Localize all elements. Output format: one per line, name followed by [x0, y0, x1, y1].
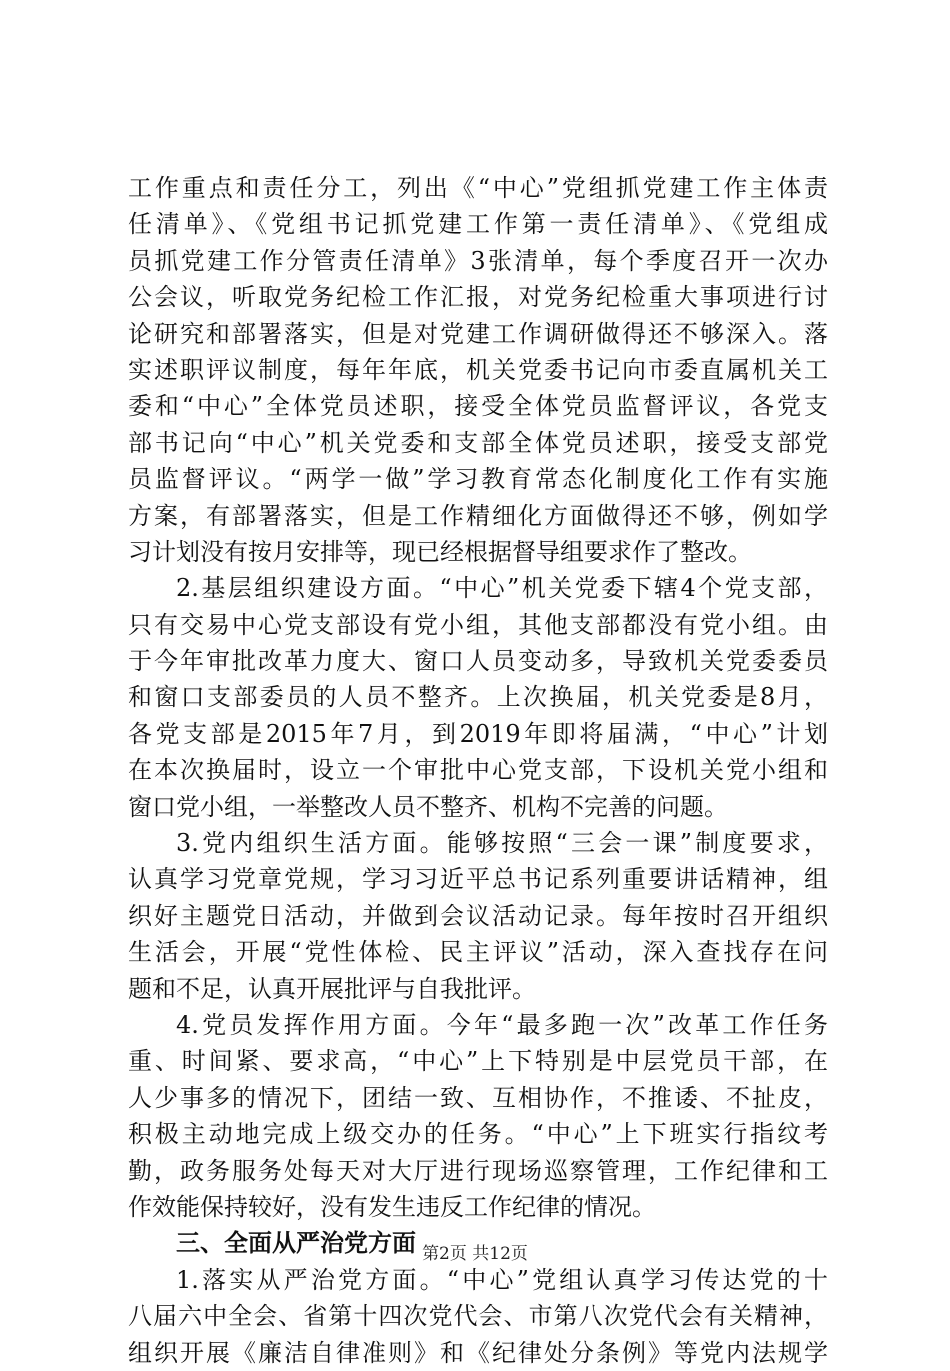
section-heading: 三、全面从严治党方面	[176, 1229, 416, 1258]
text-line: 积极主动地完成上级交办的任务。“中心”上下班实行指纹考	[128, 1120, 828, 1149]
paragraph-start-line: 4.党员发挥作用方面。今年“最多跑一次”改革工作任务	[176, 1010, 828, 1039]
text-line: 生活会，开展“党性体检、民主评议”活动，深入查找存在问	[128, 938, 828, 967]
paragraph-start-line: 1.落实从严治党方面。“中心”党组认真学习传达党的十	[176, 1265, 828, 1294]
text-line: 作效能保持较好，没有发生违反工作纪律的情况。	[128, 1192, 656, 1221]
text-line: 勤，政务服务处每天对大厅进行现场巡察管理，工作纪律和工	[128, 1156, 828, 1185]
paragraph-start-line: 3.党内组织生活方面。能够按照“三会一课”制度要求，	[176, 829, 828, 858]
text-line: 员监督评议。“两学一做”学习教育常态化制度化工作有实施	[128, 465, 828, 494]
page-number-footer: 第2页 共12页	[422, 1244, 528, 1264]
text-line: 人少事多的情况下，团结一致、互相协作，不推诿、不扯皮，	[128, 1083, 828, 1112]
text-line: 八届六中全会、省第十四次党代会、市第八次党代会有关精神，	[128, 1302, 828, 1331]
text-line: 题和不足，认真开展批评与自我批评。	[128, 974, 536, 1003]
text-line: 组织开展《廉洁自律准则》和《纪律处分条例》等党内法规学	[128, 1338, 828, 1367]
text-line: 认真学习党章党规，学习习近平总书记系列重要讲话精神，组	[128, 865, 828, 894]
text-line: 方案，有部署落实，但是工作精细化方面做得还不够，例如学	[128, 501, 828, 530]
text-line: 工作重点和责任分工，列出《“中心”党组抓党建工作主体责	[128, 174, 828, 202]
body-text	[128, 170, 828, 1371]
paragraph-start-line: 2.基层组织建设方面。“中心”机关党委下辖4个党支部，	[176, 574, 828, 603]
text-line: 员抓党建工作分管责任清单》3张清单，每个季度召开一次办	[128, 246, 828, 275]
text-line: 论研究和部署落实，但是对党建工作调研做得还不够深入。落	[128, 319, 828, 348]
text-line: 织好主题党日活动，并做到会议活动记录。每年按时召开组织	[128, 901, 828, 930]
text-line: 委和“中心”全体党员述职，接受全体党员监督评议，各党支	[128, 392, 828, 421]
text-line: 只有交易中心党支部设有党小组，其他支部都没有党小组。由	[128, 610, 828, 639]
text-line: 于今年审批改革力度大、窗口人员变动多，导致机关党委委员	[128, 647, 828, 676]
text-line: 各党支部是2015年7月，到2019年即将届满，“中心”计划	[128, 719, 828, 748]
text-line: 任清单》、《党组书记抓党建工作第一责任清单》、《党组成	[128, 210, 828, 239]
text-line: 部书记向“中心”机关党委和支部全体党员述职，接受支部党	[128, 428, 828, 457]
text-line: 习计划没有按月安排等，现已经根据督导组要求作了整改。	[128, 537, 752, 566]
text-line: 和窗口支部委员的人员不整齐。上次换届，机关党委是8月，	[128, 683, 828, 712]
text-line: 实述职评议制度，每年年底，机关党委书记向市委直属机关工	[128, 355, 828, 384]
text-line: 重、时间紧、要求高，“中心”上下特别是中层党员干部，在	[128, 1047, 828, 1076]
text-line: 公会议，听取党务纪检工作汇报，对党务纪检重大事项进行讨	[128, 283, 828, 312]
text-line: 窗口党小组，一举整改人员不整齐、机构不完善的问题。	[128, 792, 728, 821]
text-line: 在本次换届时，设立一个审批中心党支部，下设机关党小组和	[128, 756, 828, 785]
